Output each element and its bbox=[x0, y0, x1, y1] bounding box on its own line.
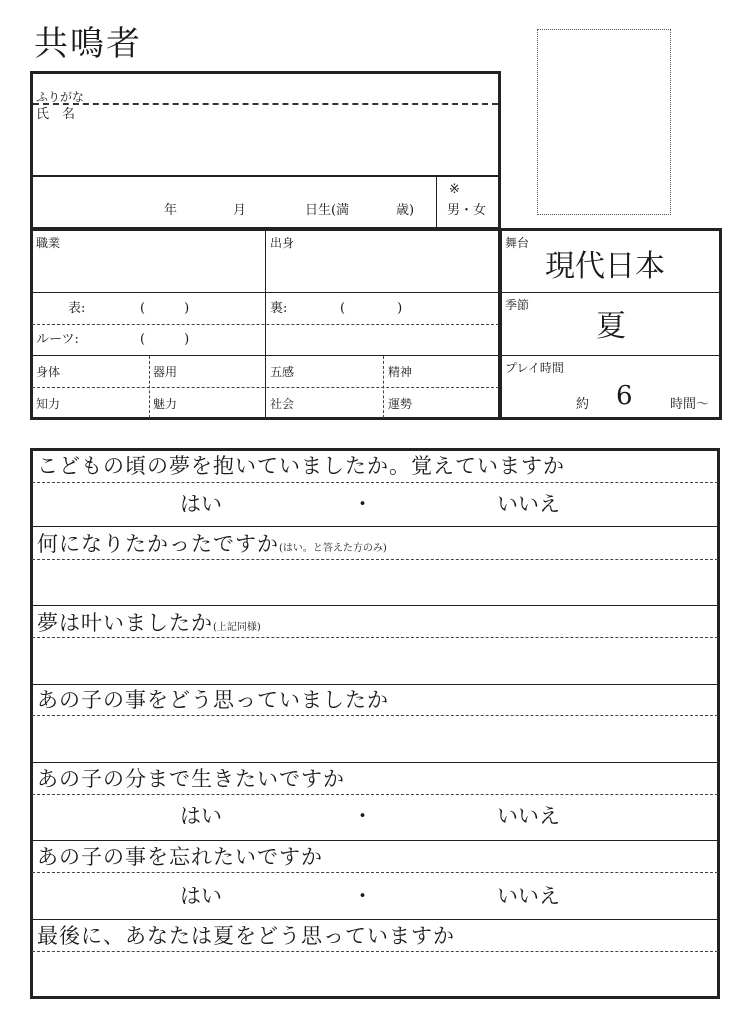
back-paren[interactable]: ( ) bbox=[340, 301, 403, 316]
answer-field-2[interactable] bbox=[36, 562, 716, 602]
stat-society: 社会 bbox=[270, 397, 295, 411]
origin-label: 出身 bbox=[270, 236, 295, 250]
stage-value: 現代日本 bbox=[545, 249, 665, 284]
stat-mind: 精神 bbox=[388, 365, 413, 379]
name-label: 氏 名 bbox=[36, 107, 76, 122]
answer-field-3[interactable] bbox=[36, 640, 716, 680]
birth-month-label: 月 bbox=[233, 203, 247, 218]
furigana-label: ふりがな bbox=[36, 90, 85, 104]
answer-no-1[interactable]: いいえ bbox=[497, 492, 560, 516]
playtime-label: プレイ時間 bbox=[505, 361, 564, 375]
answer-yes-6[interactable]: はい bbox=[180, 884, 222, 908]
playtime-value: 6 bbox=[616, 381, 633, 411]
stat-charm: 魅力 bbox=[153, 397, 178, 411]
answer-yes-1[interactable]: はい bbox=[180, 492, 222, 516]
answer-no-5[interactable]: いいえ bbox=[497, 804, 560, 828]
front-paren[interactable]: ( ) bbox=[140, 301, 190, 316]
answer-yes-5[interactable]: はい bbox=[180, 804, 222, 828]
gender-options[interactable]: 男・女 bbox=[447, 203, 487, 218]
question-4: あの子の事をどう思っていましたか bbox=[37, 688, 389, 712]
stat-senses: 五感 bbox=[270, 365, 295, 379]
question-1: こどもの頃の夢を抱いていましたか。覚えていますか bbox=[37, 454, 565, 478]
answer-field-7[interactable] bbox=[36, 954, 716, 994]
roots-paren[interactable]: ( ) bbox=[140, 332, 190, 347]
occupation-label: 職業 bbox=[36, 236, 61, 250]
question-6: あの子の事を忘れたいですか bbox=[37, 845, 323, 869]
birth-day-age-label: 日生(満 bbox=[305, 203, 350, 218]
answer-field-4[interactable] bbox=[36, 718, 716, 758]
season-label: 季節 bbox=[505, 298, 530, 312]
age-suffix: 歳) bbox=[396, 203, 415, 218]
playtime-suffix: 時間～ bbox=[670, 397, 710, 412]
roots-label: ルーツ: bbox=[36, 332, 79, 347]
gender-mark: ※ bbox=[449, 182, 460, 197]
question-7: 最後に、あなたは夏をどう思っていますか bbox=[37, 924, 455, 948]
season-value: 夏 bbox=[596, 309, 626, 344]
name-field[interactable] bbox=[110, 106, 495, 172]
question-3-note: (上記同様) bbox=[213, 622, 261, 633]
question-2-text: 何になりたかったですか bbox=[37, 532, 279, 556]
stat-dexterity: 器用 bbox=[153, 365, 178, 379]
front-label: 表: bbox=[68, 301, 86, 316]
question-3-text: 夢は叶いましたか bbox=[37, 611, 213, 635]
stat-intellect: 知力 bbox=[36, 397, 61, 411]
answer-dot-1: ・ bbox=[352, 492, 373, 516]
answer-dot-5: ・ bbox=[352, 804, 373, 828]
sheet-title: 共鳴者 bbox=[34, 24, 142, 64]
answer-dot-6: ・ bbox=[352, 884, 373, 908]
question-2-note: (はい。と答えた方のみ) bbox=[279, 543, 387, 554]
back-label: 裏: bbox=[270, 301, 288, 316]
birth-year-label: 年 bbox=[164, 203, 178, 218]
photo-box[interactable] bbox=[537, 29, 671, 215]
answer-no-6[interactable]: いいえ bbox=[497, 884, 560, 908]
stat-luck: 運勢 bbox=[388, 397, 413, 411]
stat-body: 身体 bbox=[36, 365, 61, 379]
question-5: あの子の分まで生きたいですか bbox=[37, 767, 345, 791]
stage-label: 舞台 bbox=[505, 236, 530, 250]
playtime-prefix: 約 bbox=[576, 397, 590, 412]
